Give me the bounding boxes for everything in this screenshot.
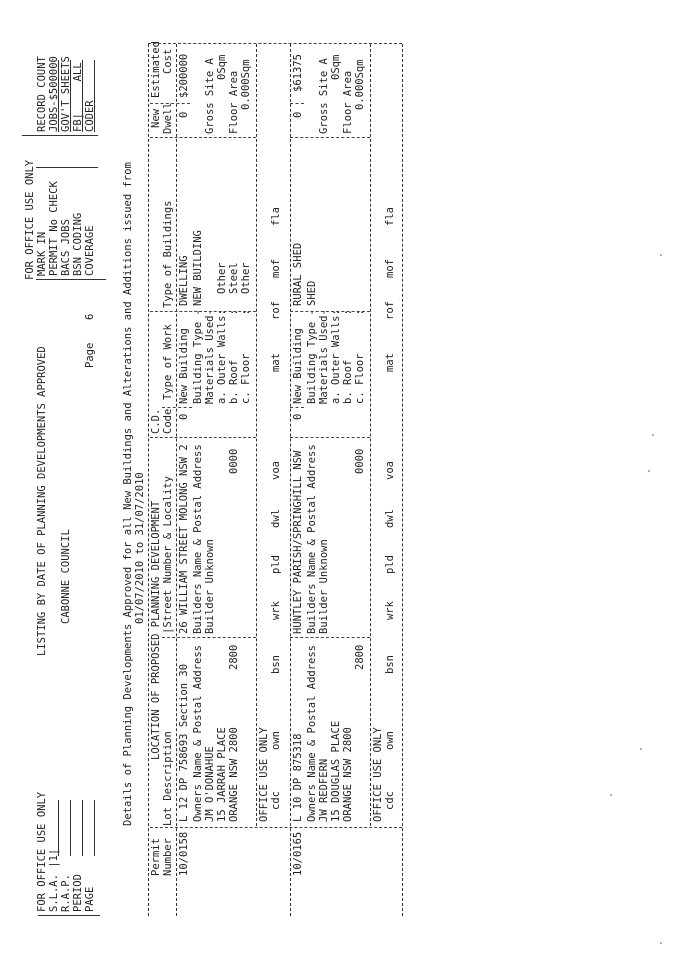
council-name: CABONNE COUNCIL bbox=[60, 529, 72, 624]
code-own: own bbox=[270, 731, 282, 750]
office-left-row: S.L.A. |1| bbox=[48, 848, 60, 912]
owners-label: Owners Name & Postal Address bbox=[306, 644, 318, 822]
code-own: own bbox=[384, 731, 396, 750]
lot-description: L 12 DP 758693 Section 30 bbox=[178, 663, 190, 822]
office-left-row: PERIOD bbox=[72, 874, 84, 912]
page-label: Page bbox=[84, 342, 96, 368]
building-type-label: Building Type - bbox=[192, 309, 204, 404]
col-street: |Street Number & Locality bbox=[162, 475, 174, 634]
code-cdc: cdc bbox=[384, 791, 396, 810]
office-right-title: FOR OFFICE USE ONLY bbox=[24, 159, 36, 280]
col-new: New bbox=[150, 109, 162, 128]
new-dwell: 0 bbox=[178, 111, 190, 118]
building-type: SHED bbox=[306, 280, 318, 306]
page-number: 6 bbox=[84, 313, 96, 320]
materials-label: Materials Used- bbox=[318, 309, 330, 404]
code-mof: mof bbox=[270, 259, 282, 278]
owner-town: ORANGE NSW 2800 bbox=[342, 727, 354, 822]
scan-speck bbox=[610, 794, 612, 796]
col-divider bbox=[290, 437, 370, 438]
col-location: LOCATION OF PROPOSED PLANNING DEVELOPMENT bbox=[150, 500, 162, 760]
code-bsn: bsn bbox=[270, 655, 282, 674]
scan-speck bbox=[660, 254, 662, 256]
details-line: Details of Planning Developments Approved for all New Buildings and Alterations and Additions issued from bbox=[122, 162, 134, 826]
office-left-title: FOR OFFICE USE ONLY bbox=[36, 791, 48, 912]
outer-walls: a. Outer Walls: bbox=[216, 309, 228, 404]
floor-value: Other bbox=[240, 262, 252, 294]
permit-number: 10/0158 bbox=[178, 831, 190, 876]
col-permit: Permit bbox=[150, 838, 162, 876]
outer-walls-value: Other bbox=[216, 262, 228, 294]
scan-speck bbox=[652, 434, 654, 436]
col-divider bbox=[150, 137, 256, 138]
estimated-cost: $61375 bbox=[292, 54, 304, 92]
col-cd: C.D. bbox=[150, 408, 162, 434]
code-mat: mat bbox=[270, 353, 282, 372]
type-of-building: DWELLING bbox=[178, 255, 190, 306]
gross-site-value: 0Sqm bbox=[216, 54, 228, 80]
floor-area-label: Floor Area bbox=[228, 70, 240, 134]
office-right-item: PERMIT No CHECK bbox=[48, 181, 60, 276]
scan-speck bbox=[640, 748, 642, 750]
gross-site-value: 0Sqm bbox=[330, 54, 342, 80]
builder-postcode: 0000 bbox=[228, 448, 240, 474]
builder-postcode: 0000 bbox=[354, 448, 366, 474]
col-cost: Cost bbox=[162, 48, 174, 74]
code-rof: rof bbox=[384, 301, 396, 320]
col-divider bbox=[150, 103, 190, 104]
builder-name: Builder Unknown bbox=[318, 539, 330, 634]
office-use-label: OFFICE USE ONLY bbox=[372, 727, 384, 822]
col-code: Code bbox=[162, 408, 174, 434]
type-of-work: New Building bbox=[292, 328, 304, 404]
building-type-label: Building Type - bbox=[306, 309, 318, 404]
office-right-item: RECORD COUNT bbox=[36, 56, 48, 132]
gross-site-label: Gross Site A bbox=[204, 58, 216, 134]
details-dates: 01/07/2010 to 31/07/2010 bbox=[134, 472, 146, 624]
col-divider bbox=[290, 407, 304, 408]
code-pld: pld bbox=[270, 555, 282, 574]
building-type: NEW BUILDING bbox=[192, 230, 204, 306]
col-type-work: Type of Work bbox=[162, 324, 174, 400]
col-divider bbox=[150, 437, 256, 438]
office-right-item: BSN CODING bbox=[72, 212, 84, 276]
col-divider bbox=[290, 637, 370, 638]
cd-code: 0 bbox=[178, 413, 190, 420]
lot-description: L 10 DP 875318 bbox=[292, 733, 304, 822]
office-right-item: GOV'T SHEETS bbox=[60, 56, 72, 132]
code-dwl: dwl bbox=[384, 509, 396, 528]
code-wrk: wrk bbox=[270, 601, 282, 620]
office-right-item: FB| ALL bbox=[72, 62, 84, 132]
owner-street: 15 JARRAH PLACE bbox=[216, 727, 228, 822]
type-of-building: RURAL SHED bbox=[292, 242, 304, 306]
code-voa: voa bbox=[384, 461, 396, 480]
materials-label: Materials Used- bbox=[204, 309, 216, 404]
code-voa: voa bbox=[270, 461, 282, 480]
floor-area-value: 0.000Sqm bbox=[354, 59, 366, 110]
floor: c. Floor : bbox=[354, 309, 366, 404]
office-left-row: PAGE bbox=[84, 886, 96, 912]
street-locality: HUNTLEY PARISH/SPRINGHILL NSW bbox=[292, 450, 304, 634]
office-right-item: JOBS-$500000 bbox=[48, 56, 60, 132]
floor-area-label: Floor Area bbox=[342, 70, 354, 134]
col-divider bbox=[162, 407, 192, 408]
gross-site-label: Gross Site A bbox=[318, 58, 330, 134]
table-edge bbox=[148, 43, 402, 44]
code-wrk: wrk bbox=[384, 601, 396, 620]
new-dwell: 0 bbox=[292, 111, 304, 118]
estimated-cost: $200000 bbox=[178, 53, 190, 98]
scan-speck bbox=[648, 470, 650, 472]
scan-speck bbox=[660, 942, 662, 944]
builder-name: Builder Unknown bbox=[204, 539, 216, 634]
owners-label: Owners Name & Postal Address bbox=[192, 644, 204, 822]
owner-postcode: 2800 bbox=[354, 644, 366, 670]
code-fla: fla bbox=[270, 207, 282, 226]
owner-postcode: 2800 bbox=[228, 644, 240, 670]
office-right-item: BACS JOBS bbox=[60, 219, 72, 276]
type-of-work: New Building bbox=[178, 328, 190, 404]
cd-code: 0 bbox=[292, 413, 304, 420]
report-title: LISTING BY DATE OF PLANNING DEVELOPMENTS APPROVED bbox=[36, 346, 48, 656]
office-right-item: MARK IN bbox=[36, 231, 48, 276]
col-divider bbox=[150, 311, 256, 312]
builders-label: Builders Name & Postal Address bbox=[306, 444, 318, 634]
code-mof: mof bbox=[384, 259, 396, 278]
builders-label: Builders Name & Postal Address bbox=[192, 444, 204, 634]
owner-street: 15 DOUGLAS PLACE bbox=[330, 720, 342, 822]
permit-number: 10/0165 bbox=[292, 831, 304, 876]
owner-name: JW REDFERN bbox=[318, 758, 330, 822]
code-fla: fla bbox=[384, 207, 396, 226]
col-divider bbox=[162, 637, 256, 638]
col-divider bbox=[150, 827, 402, 828]
code-mat: mat bbox=[384, 353, 396, 372]
roof: b. Roof : bbox=[342, 309, 354, 404]
code-bsn: bsn bbox=[384, 655, 396, 674]
floor-area-value: 0.000Sqm bbox=[240, 59, 252, 110]
roof: b. Roof : bbox=[228, 309, 240, 404]
owner-town: ORANGE NSW 2800 bbox=[228, 727, 240, 822]
col-divider bbox=[290, 311, 370, 312]
col-number: Number bbox=[162, 838, 174, 876]
street-locality: 26 WILLIAM STREET MOLONG NSW 2 bbox=[178, 444, 190, 634]
owner-name: JM O'DONAHUE bbox=[204, 746, 216, 822]
office-right-item: CODER bbox=[84, 100, 96, 132]
office-left-row: R.A.P. bbox=[60, 874, 72, 912]
office-use-label: OFFICE USE ONLY bbox=[258, 727, 270, 822]
col-type-buildings: Type of Buildings bbox=[162, 200, 174, 308]
col-lot: Lot Description bbox=[162, 731, 174, 826]
code-dwl: dwl bbox=[270, 509, 282, 528]
col-estimated: Estimated bbox=[150, 41, 162, 98]
outer-walls: a. Outer Walls: bbox=[330, 309, 342, 404]
floor: c. Floor : bbox=[240, 309, 252, 404]
col-divider bbox=[290, 103, 304, 104]
code-cdc: cdc bbox=[270, 791, 282, 810]
col-divider bbox=[290, 137, 370, 138]
roof-value: Steel bbox=[228, 262, 240, 294]
col-dwell: Dwell bbox=[162, 102, 174, 134]
code-pld: pld bbox=[384, 555, 396, 574]
office-right-item: COVERAGE bbox=[84, 225, 96, 276]
code-rof: rof bbox=[270, 301, 282, 320]
